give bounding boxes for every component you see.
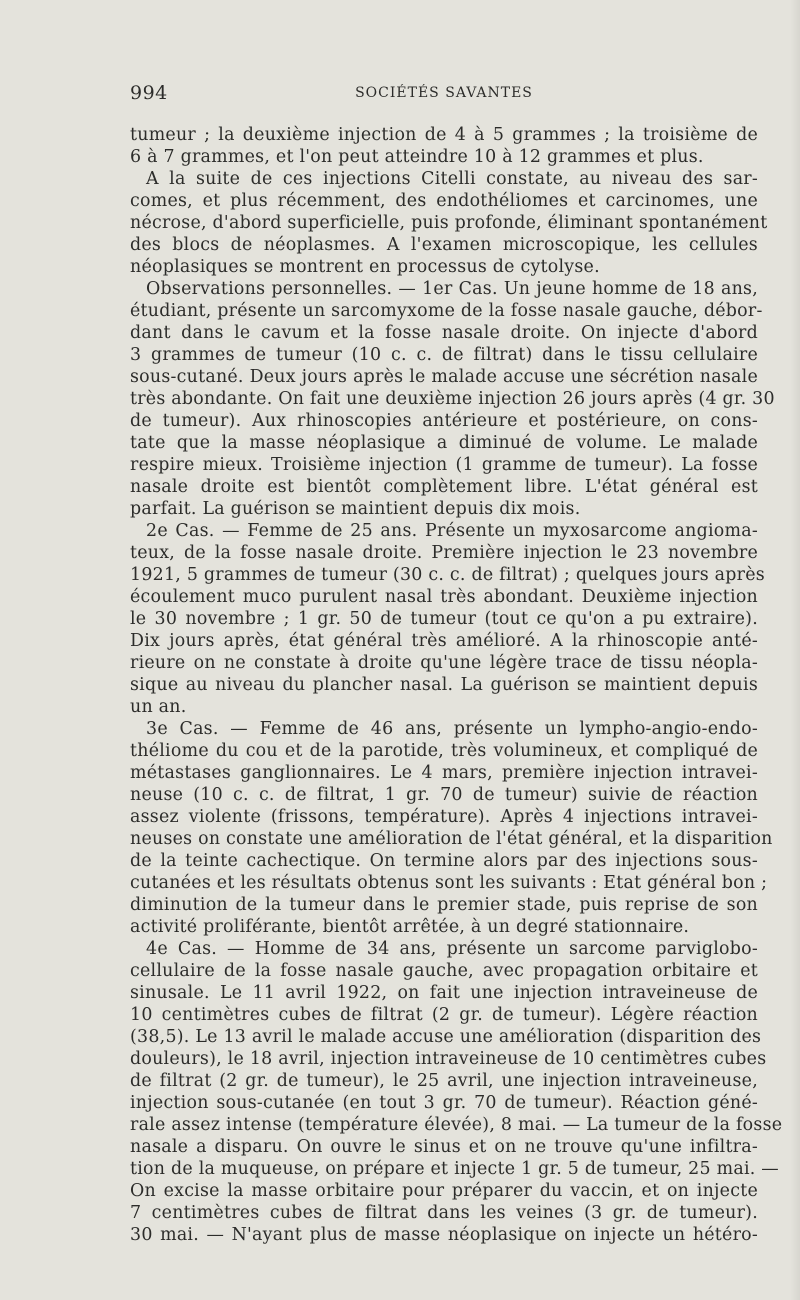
text-line: tumeur ; la deuxième injection de 4 à 5 grammes ; la troisième de [130, 125, 758, 145]
text-line: On excise la masse orbitaire pour préparer du vaccin, et on injecte [130, 1181, 758, 1201]
text-line: 30 mai. — N'ayant plus de masse néoplasique on injecte un hétéro- [130, 1225, 758, 1245]
text-line: 7 centimètres cubes de filtrat dans les veines (3 gr. de tumeur). [130, 1203, 758, 1223]
text-line: sinusale. Le 11 avril 1922, on fait une injection intraveineuse de [130, 983, 758, 1003]
body-text [130, 124, 783, 1246]
text-line: Observations personnelles. — 1er Cas. Un jeune homme de 18 ans, [146, 279, 758, 299]
text-line: théliome du cou et de la parotide, très volumineux, et compliqué de [130, 741, 758, 761]
text-line: rieure on ne constate à droite qu'une légère trace de tissu néopla- [130, 653, 758, 673]
text-line: parfait. La guérison se maintient depuis dix mois. [130, 499, 581, 519]
text-line: neuses on constate une amélioration de l'état général, et la disparition [130, 829, 773, 849]
text-line: cellulaire de la fosse nasale gauche, avec propagation orbitaire et [130, 961, 758, 981]
page-crease [790, 0, 800, 1300]
text-line: de la teinte cachectique. On termine alors par des injections sous- [130, 851, 758, 871]
text-line: très abondante. On fait une deuxième injection 26 jours après (4 gr. 30 [130, 389, 775, 409]
text-line: assez violente (frissons, température). Après 4 injections intravei- [130, 807, 758, 827]
text-line: de tumeur). Aux rhinoscopies antérieure et postérieure, on cons- [130, 411, 758, 431]
text-line: de filtrat (2 gr. de tumeur), le 25 avril, une injection intraveineuse, [130, 1071, 758, 1091]
text-line: écoulement muco purulent nasal très abondant. Deuxième injection [130, 587, 758, 607]
text-line: sique au niveau du plancher nasal. La guérison se maintient depuis [130, 675, 758, 695]
text-line: étudiant, présente un sarcomyxome de la fosse nasale gauche, débor- [130, 301, 763, 321]
text-line: métastases ganglionnaires. Le 4 mars, première injection intravei- [130, 763, 758, 783]
text-line: 1921, 5 grammes de tumeur (30 c. c. de filtrat) ; quelques jours après [130, 565, 765, 585]
text-line: cutanées et les résultats obtenus sont les suivants : Etat général bon ; [130, 873, 768, 893]
text-line: 4e Cas. — Homme de 34 ans, présente un sarcome parviglobo- [146, 939, 758, 959]
text-line: douleurs), le 18 avril, injection intraveineuse de 10 centimètres cubes [130, 1049, 767, 1069]
text-line: neuse (10 c. c. de filtrat, 1 gr. 70 de tumeur) suivie de réaction [130, 785, 758, 805]
text-line: respire mieux. Troisième injection (1 gramme de tumeur). La fosse [130, 455, 758, 475]
text-line: (38,5). Le 13 avril le malade accuse une amélioration (disparition des [130, 1027, 762, 1047]
text-line: nasale droite est bientôt complètement libre. L'état général est [130, 477, 758, 497]
text-line: néoplasiques se montrent en processus de cytolyse. [130, 257, 600, 277]
text-line: le 30 novembre ; 1 gr. 50 de tumeur (tout ce qu'on a pu extraire). [130, 609, 758, 629]
text-line: un an. [130, 697, 187, 717]
text-line: dant dans le cavum et la fosse nasale droite. On injecte d'abord [130, 323, 758, 343]
text-line: nécrose, d'abord superficielle, puis profonde, éliminant spontanément [130, 213, 768, 233]
text-line: 3 grammes de tumeur (10 c. c. de filtrat) dans le tissu cellulaire [130, 345, 758, 365]
text-line: activité proliférante, bientôt arrêtée, à un degré stationnaire. [130, 917, 690, 937]
text-line: 2e Cas. — Femme de 25 ans. Présente un myxosarcome angioma- [146, 521, 758, 541]
text-line: 10 centimètres cubes de filtrat (2 gr. de tumeur). Légère réaction [130, 1005, 758, 1025]
text-line: teux, de la fosse nasale droite. Première injection le 23 novembre [130, 543, 758, 563]
text-line: A la suite de ces injections Citelli constate, au niveau des sar- [146, 169, 758, 189]
text-line: 6 à 7 grammes, et l'on peut atteindre 10 à 12 grammes et plus. [130, 147, 704, 167]
text-line: diminution de la tumeur dans le premier stade, puis reprise de son [130, 895, 758, 915]
text-line: rale assez intense (température élevée), 8 mai. — La tumeur de la fosse [130, 1115, 783, 1135]
page-header [130, 82, 758, 112]
text-line: tion de la muqueuse, on prépare et injecte 1 gr. 5 de tumeur, 25 mai. — [130, 1159, 779, 1179]
text-line: nasale a disparu. On ouvre le sinus et on ne trouve qu'une infiltra- [130, 1137, 758, 1157]
text-line: des blocs de néoplasmes. A l'examen microscopique, les cellules [130, 235, 758, 255]
text-line: sous-cutané. Deux jours après le malade accuse une sécrétion nasale [130, 367, 758, 387]
text-line: Dix jours après, état général très amélioré. A la rhinoscopie anté- [130, 631, 758, 651]
page-number: 994 [130, 82, 168, 104]
text-line: tate que la masse néoplasique a diminué de volume. Le malade [130, 433, 758, 453]
text-line: 3e Cas. — Femme de 46 ans, présente un lympho-angio-endo- [146, 719, 758, 739]
running-head: SOCIÉTÉS SAVANTES [355, 85, 533, 101]
text-line: comes, et plus récemment, des endothéliomes et carcinomes, une [130, 191, 758, 211]
text-line: injection sous-cutanée (en tout 3 gr. 70 de tumeur). Réaction géné- [130, 1093, 758, 1113]
